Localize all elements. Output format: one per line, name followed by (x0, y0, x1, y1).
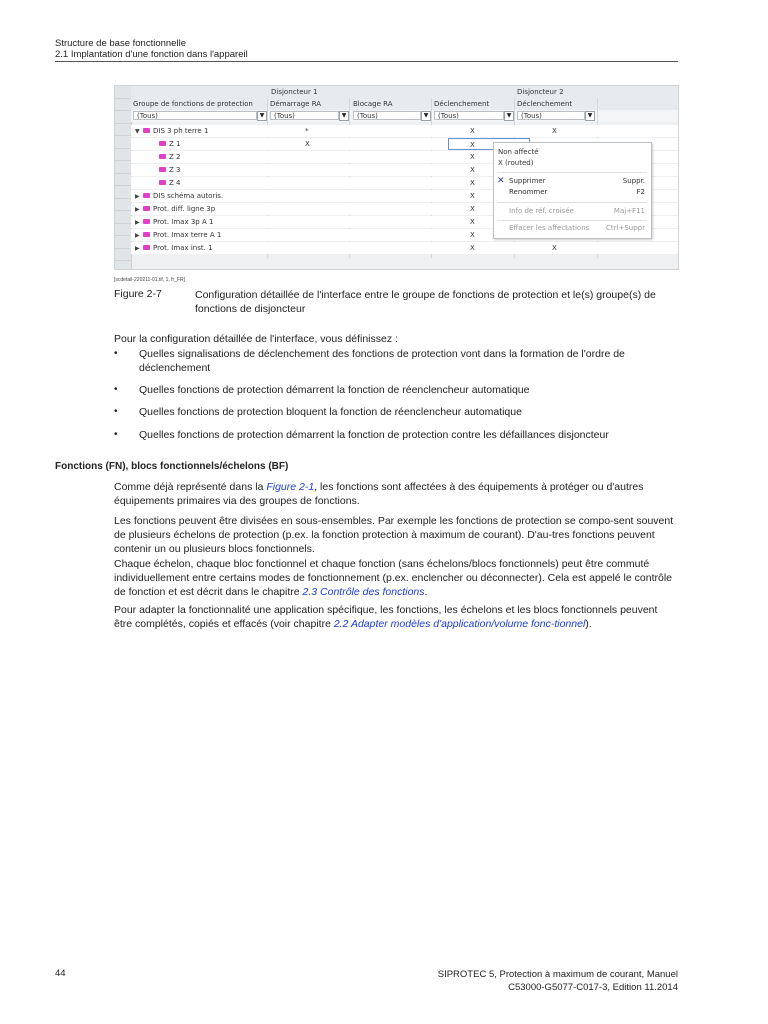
running-header-section: 2.1 Implantation d'une fonction dans l'appareil (55, 49, 248, 60)
folder-icon (159, 180, 166, 185)
filter-row (131, 110, 678, 122)
bullet-item: Quelles fonctions de protection démarrent la fonction de réenclencheur automatique (139, 384, 530, 396)
menu-separator (497, 202, 647, 203)
filter-trip-1[interactable]: (Tous) (434, 111, 504, 120)
folder-icon (143, 206, 150, 211)
filter-dropdown-icon[interactable]: ▼ (585, 111, 595, 121)
paragraph-3: Chaque échelon, chaque bloc fonctionnel et chaque fonction (sans échelons/blocs fonctionnels) peut être commuté individuellement entre certains modes de fonctionnement (p.ex. enclencher ou déconnecter). Cela est appelé le contrôle de fonction et est décrit dans le chapitre 2.3 Contrôle des fonctions. (114, 558, 672, 598)
row-name: Z 1 (169, 140, 181, 148)
bullet-item: Quelles signalisations de déclenchement des fonctions de protection vont dans la formation de l'ordre de déclenchement (139, 348, 625, 374)
group-header-2: Disjoncteur 2 (517, 88, 564, 96)
filter-dropdown-icon[interactable]: ▼ (504, 111, 514, 121)
link-chapter-2-2[interactable]: 2.2 Adapter modèles d'application/volume fonc-tionnel (333, 618, 586, 630)
paragraph-2: Les fonctions peuvent être divisées en sous-ensembles. Par exemple les fonctions de protection se compo-sent souvent de plusieurs échelons de protection (p.ex. la fonction protection à maximum de courant). D'au-tres fonctions peuvent contenir un ou plusieurs blocs fonctionnels. (114, 515, 674, 555)
cell-trip-1[interactable]: X (470, 166, 475, 174)
row-name: DIS 3 ph terre 1 (153, 127, 209, 135)
row-name: DIS schéma autoris. (153, 192, 224, 200)
row-gutter (115, 86, 132, 269)
menu-item-clear-assignments[interactable]: Effacer les affectations Ctrl+Suppr (509, 224, 645, 232)
folder-icon (143, 193, 150, 198)
link-figure-2-1[interactable]: Figure 2-1 (266, 481, 315, 493)
filter-dropdown-icon[interactable]: ▼ (421, 111, 431, 121)
figure-screenshot (114, 85, 679, 270)
col-header-block-ra[interactable]: Blocage RA (353, 100, 393, 108)
cell-trip-1[interactable]: X (470, 231, 475, 239)
intro-paragraph: Pour la configuration détaillée de l'interface, vous définissez : (114, 333, 398, 345)
filter-start-ra[interactable]: (Tous) (270, 111, 339, 120)
cell-trip-1[interactable]: X (470, 205, 475, 213)
expand-arrow-icon[interactable]: ▶ (135, 206, 140, 213)
context-menu (493, 142, 652, 239)
col-header-trip-1[interactable]: Déclenchement (434, 100, 490, 108)
expand-arrow-icon[interactable]: ▶ (135, 219, 140, 226)
row-name: Z 2 (169, 153, 181, 161)
folder-icon (143, 245, 150, 250)
group-header-1: Disjoncteur 1 (271, 88, 318, 96)
expand-arrow-icon[interactable]: ▶ (135, 232, 140, 239)
column-header-row (131, 98, 678, 110)
link-chapter-2-3[interactable]: 2.3 Contrôle des fonctions (302, 586, 425, 598)
cell-trip-1[interactable]: X (470, 192, 475, 200)
bullet-marker: • (114, 348, 118, 359)
table-row[interactable] (131, 242, 678, 254)
cell-trip-1[interactable]: X (470, 179, 475, 187)
cell-trip-2[interactable]: X (552, 244, 557, 252)
menu-item-cross-ref[interactable]: Info de réf. croisée Maj+F11 (509, 207, 645, 215)
row-name: Prot. Imax inst. 1 (153, 244, 213, 252)
bullet-marker: • (114, 406, 118, 417)
cell-trip-1[interactable]: X (470, 218, 475, 226)
folder-icon (159, 167, 166, 172)
cell-trip-2[interactable]: X (552, 127, 557, 135)
cell-trip-1-selected[interactable]: X (448, 138, 530, 150)
col-header-start-ra[interactable]: Démarrage RA (270, 100, 322, 108)
menu-item-supprimer[interactable]: ✕ Supprimer Suppr. (497, 176, 645, 186)
footer-title: SIPROTEC 5, Protection à maximum de courant, Manuel (437, 969, 678, 980)
row-name: Z 4 (169, 179, 181, 187)
row-name: Z 3 (169, 166, 181, 174)
delete-x-icon: ✕ (497, 176, 505, 186)
expand-arrow-icon[interactable]: ▶ (135, 193, 140, 200)
folder-icon (143, 232, 150, 237)
menu-item-non-affecte[interactable]: Non affecté (498, 148, 539, 156)
menu-item-x-routed[interactable]: X (routed) (498, 159, 534, 167)
menu-item-renommer[interactable]: Renommer F2 (509, 188, 645, 196)
figure-source-id: [scdetail-220211-01.tif, 1, fr_FR] (114, 277, 186, 283)
cell-trip-1[interactable]: X (470, 127, 475, 135)
section-heading: Fonctions (FN), blocs fonctionnels/échelons (BF) (55, 461, 289, 472)
filter-trip-2[interactable]: (Tous) (517, 111, 585, 120)
header-rule (55, 61, 678, 62)
cell-start-ra[interactable]: * (305, 127, 309, 135)
filter-block-ra[interactable]: (Tous) (353, 111, 421, 120)
footer-doc-info (438, 968, 678, 994)
folder-icon (143, 128, 150, 133)
menu-separator (497, 220, 647, 221)
bullet-marker: • (114, 384, 118, 395)
folder-icon (143, 219, 150, 224)
paragraph-4: Pour adapter la fonctionnalité une application spécifique, les fonctions, les échelons et les blocs fonctionnels peuvent être complétés, copiés et effacés (voir chapitre 2.2 Adapter modèles d'application/volume fonc-tionnel). (114, 604, 658, 630)
row-name: Prot. diff. ligne 3p (153, 205, 216, 213)
group-header-row (131, 86, 678, 98)
col-header-trip-2[interactable]: Déclenchement (517, 100, 573, 108)
folder-icon (159, 141, 166, 146)
cell-start-ra[interactable]: X (305, 140, 310, 148)
bullet-item: Quelles fonctions de protection bloquent la fonction de réenclencheur automatique (139, 406, 522, 418)
filter-dropdown-icon[interactable]: ▼ (257, 111, 267, 121)
menu-separator (497, 172, 647, 173)
bullet-marker: • (114, 429, 118, 440)
paragraph-1: Comme déjà représenté dans la Figure 2-1, les fonctions sont affectées à des équipements à protéger ou d'autres équipements primaires via des groupes de fonctions. (114, 481, 644, 507)
folder-icon (159, 154, 166, 159)
filter-dropdown-icon[interactable]: ▼ (339, 111, 349, 121)
figure-caption: Configuration détaillée de l'interface entre le groupe de fonctions de protection et le(s) groupe(s) de fonctions de disjoncteur (195, 289, 656, 315)
cell-trip-1[interactable]: X (470, 244, 475, 252)
bullet-item: Quelles fonctions de protection démarrent la fonction de protection contre les défaillances disjoncteur (139, 429, 609, 441)
cell-trip-1[interactable]: X (470, 153, 475, 161)
col-header-group[interactable]: Groupe de fonctions de protection (133, 100, 253, 108)
footer-doc-id: C53000-G5077-C017-3, Edition 11.2014 (508, 982, 678, 993)
running-header-chapter: Structure de base fonctionnelle (55, 38, 186, 49)
page-number: 44 (55, 968, 66, 979)
row-name: Prot. Imax 3p A 1 (153, 218, 214, 226)
collapse-arrow-icon[interactable]: ▼ (135, 128, 140, 135)
expand-arrow-icon[interactable]: ▶ (135, 245, 140, 252)
table-row[interactable] (131, 125, 678, 137)
figure-number: Figure 2-7 (114, 288, 162, 300)
row-name: Prot. Imax terre A 1 (153, 231, 222, 239)
filter-group[interactable]: (Tous) (133, 111, 257, 120)
